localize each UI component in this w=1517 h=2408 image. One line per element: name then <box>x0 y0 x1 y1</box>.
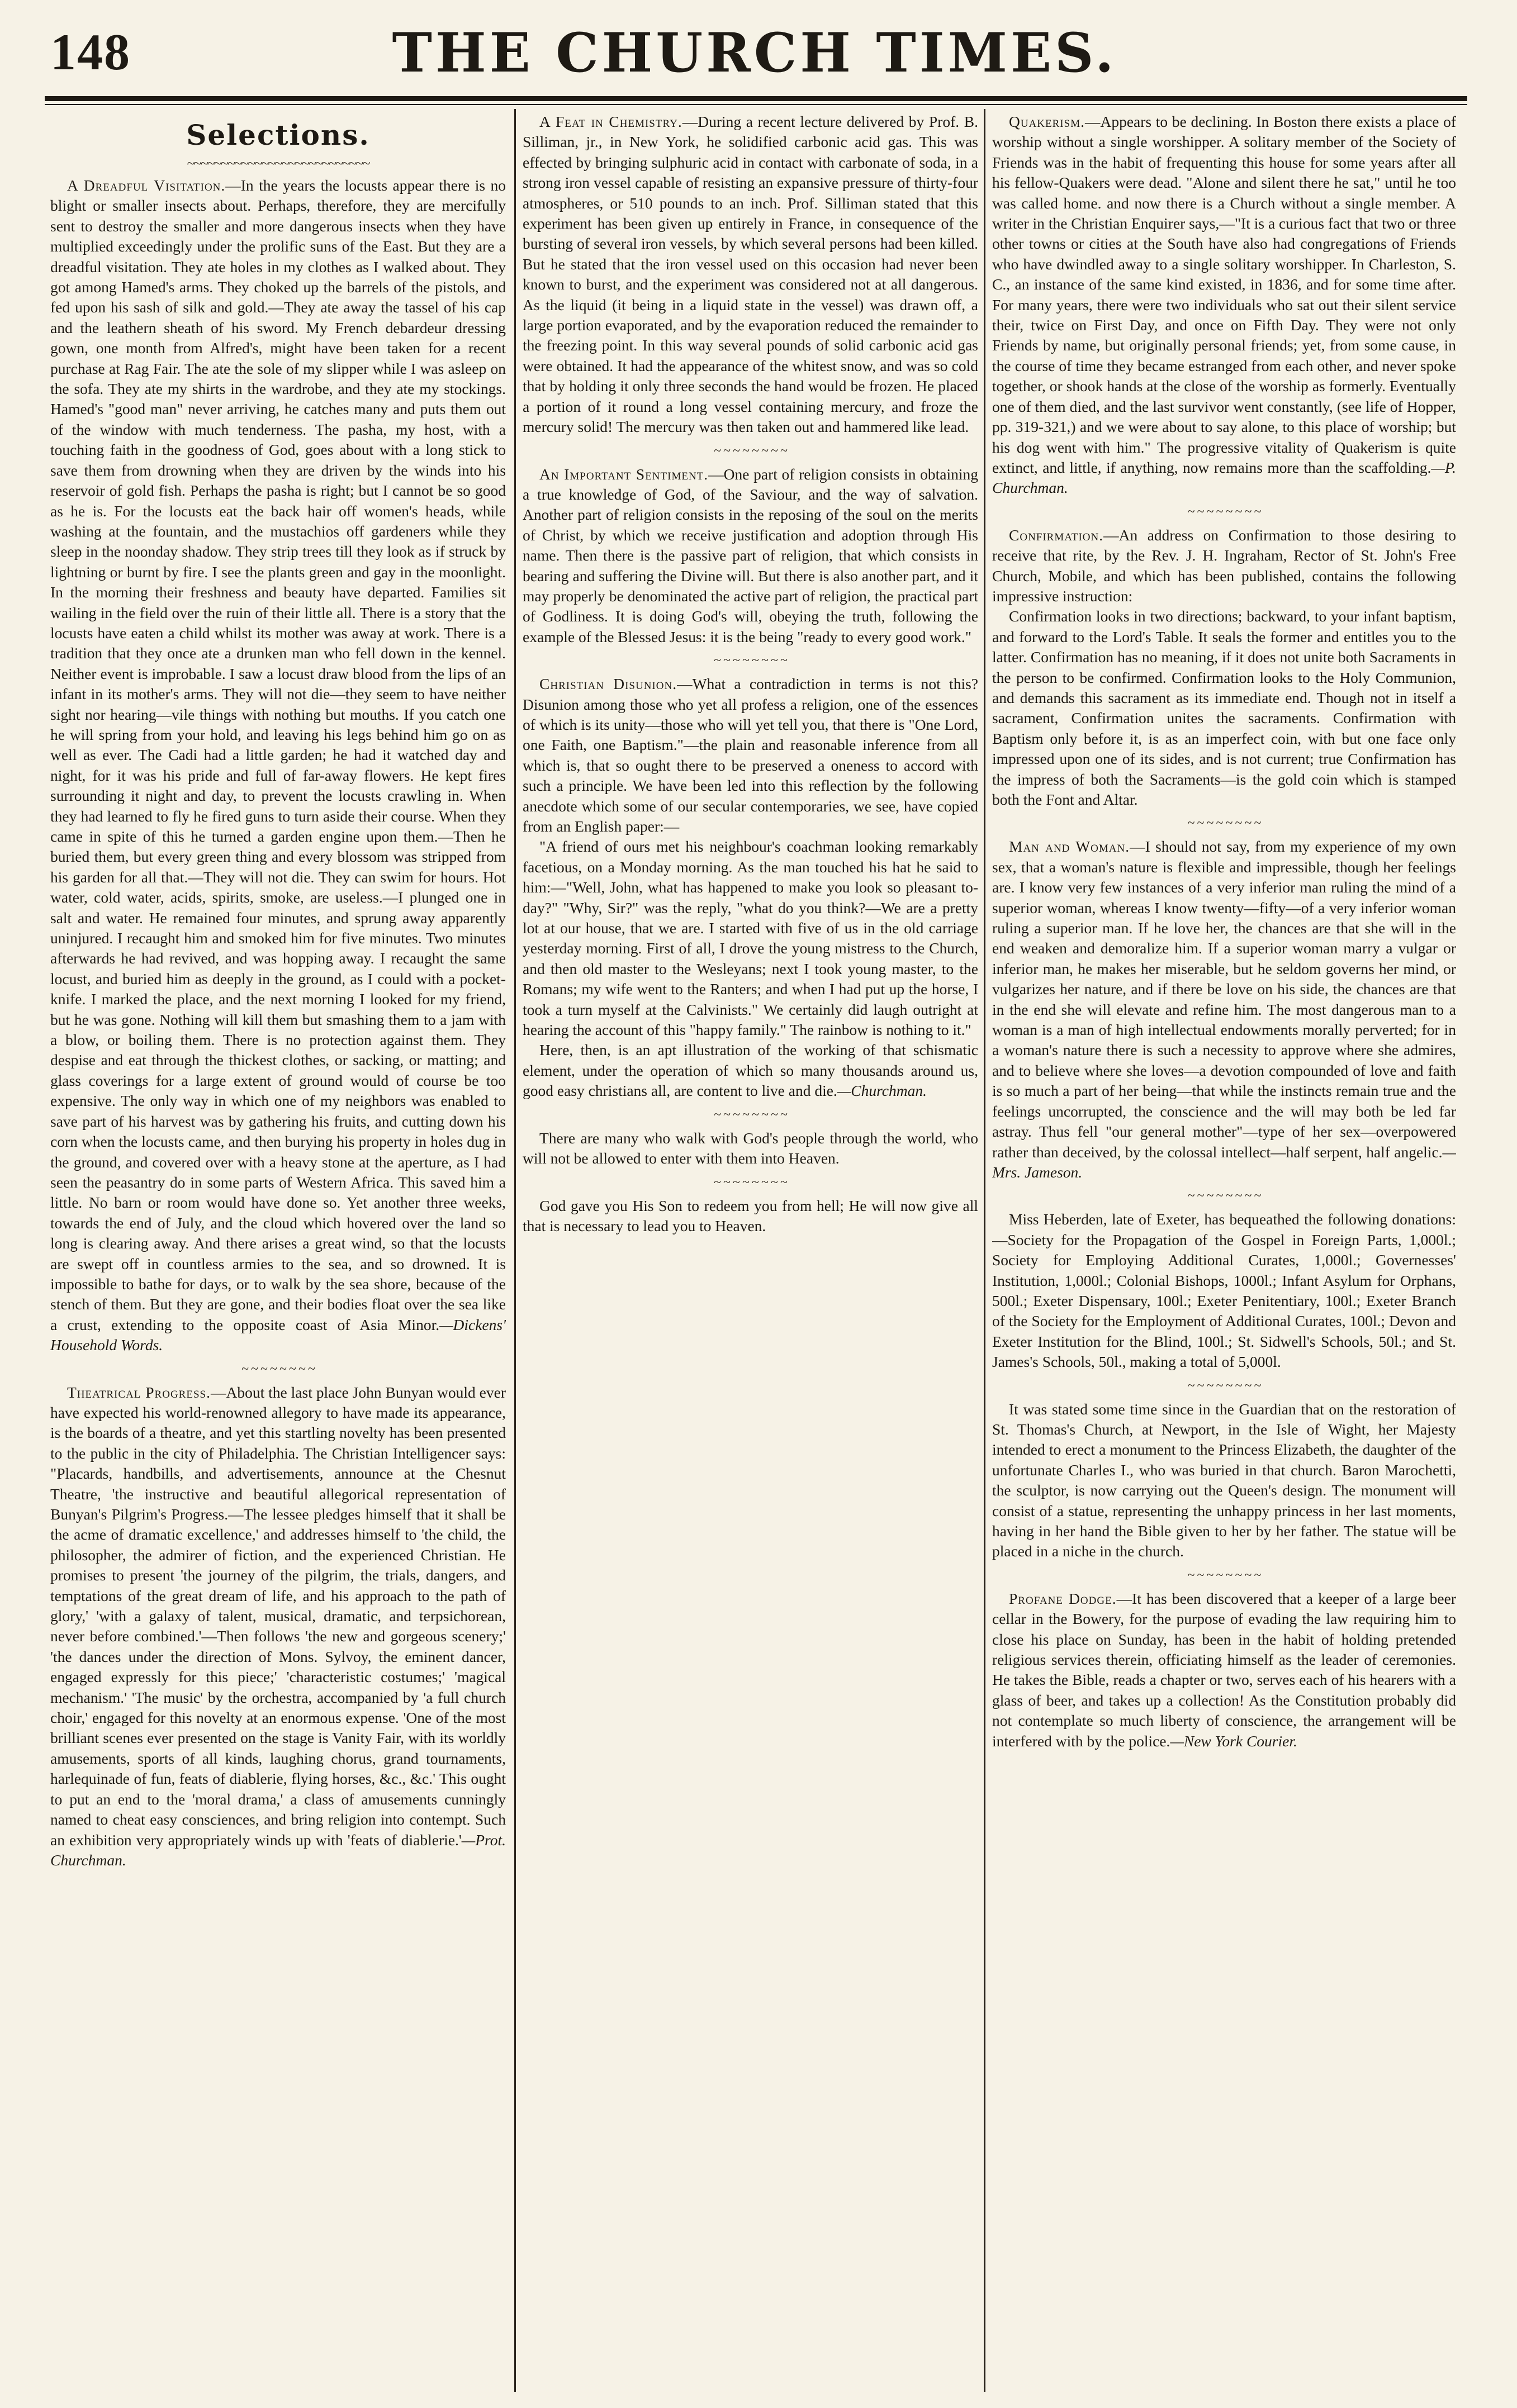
article-body: There are many who walk with God's people through the world, who will not be allowed to enter with them into Heaven. <box>523 1129 978 1167</box>
article-divider: ~ ~ ~ ~ ~ ~ ~ ~ <box>714 443 787 458</box>
article-heberden-donations <box>992 1209 1456 1372</box>
article-kicker: A Dreadful Visitation. <box>67 177 226 194</box>
article-divider: ~ ~ ~ ~ ~ ~ ~ ~ <box>714 1175 787 1190</box>
article-kicker: Confirmation. <box>1009 526 1104 544</box>
article-body: —One part of religion consists in obtaining a true knowledge of God, of the Saviour, and the way of salvation. Another part of religion consists in the reposing of the soul on the merits of Christ, by which we receive justification and adoption through His name. Then there is the passive part of religion, that which consists in bearing and suffering the Divine will. But there is also another part, and it may properly be denominated the active part of religion, the practical part of Godliness. It is doing God's will, obeying the truth, following the example of the Blessed Jesus: it is the being "ready to every good work." <box>523 465 978 645</box>
article-source: —P. Churchman. <box>992 458 1456 497</box>
article-kicker: Profane Dodge. <box>1009 1589 1117 1607</box>
article-divider: ~ ~ ~ ~ ~ ~ ~ ~ <box>1187 1378 1261 1393</box>
article-feat-in-chemistry <box>523 112 978 438</box>
article-divider: ~ ~ ~ ~ ~ ~ ~ ~ <box>1187 1189 1261 1204</box>
article-god-gave-son <box>523 1196 978 1237</box>
page-number: 148 <box>50 23 131 80</box>
article-kicker: Quakerism. <box>1009 113 1085 130</box>
article-quote: "A friend of ours met his neighbour's coachman looking remarkably facetious, on a Monday morning. As the man touched his hat he said to him:—"Well, John, what has happened to make you look so pleasant to-day?" "Why, Sir?" was the reply, "what do you think?—We are a pretty lot at our house, that we are. I started with five of us in the old carriage yesterday morning. First of all, I drove the young mistress to the Church, and then old master to the Wesleyans; next I took young master, to the Romans; my wife went to the Ranters; and when I had put up the horse, I took a turn myself at the Calvinists." We certainly did laugh outright at hearing the account of this "happy family." The rainbow is nothing to it." <box>523 838 978 1039</box>
article-kicker: Theatrical Progress. <box>67 1383 211 1401</box>
article-body: —I should not say, from my experience of my own sex, that a woman's nature is flexible and impressible, though her feelings are. I know very few instances of a very inferior man ruling the mind of a superior woman, whereas I know twenty—fifty—of a very inferior woman ruling a superior man. If he love her, the chances are that she will in the end weaken and demoralize him. If a superior woman marry a vulgar or inferior man, he makes her miserable, but he seldom governs her mind, or vulgarizes her nature, and if there be love on his side, the chances are that in the end she will elevate and refine him. The most dangerous man to a woman is a man of high intellectual endowments morally perverted; for in a woman's nature there is such a necessity to approve where she admires, and to believe where she loves—a devotion compounded of love and faith is so much a part of her being—that while the instincts remain true and the feelings uncorrupted, the conscience and the will may both be led far astray. Thus fell "our general mother"—type of her sex—overpowered rather than deceived, by the colossal intellect—half serpent, half angelic. <box>992 838 1456 1161</box>
masthead-rule-heavy <box>45 96 1467 101</box>
article-kicker: Man and Woman. <box>1009 838 1130 856</box>
article-body: Miss Heberden, late of Exeter, has bequeathed the following donations:—Society for the Propagation of the Gospel in Foreign Parts, 1,000l.; Society for Employing Additional Curates, 1,000l.; Governesses' Institution, 1,000l.; Colonial Bishops, 1000l.; Infant Asylum for Orphans, 500l.; Exeter Dispensary, 100l.; Exeter Penitentiary, 100l.; Exeter Branch of the Society for the Employment of Additional Curates, 100l.; Devon and Exeter Institution for the Blind, 100l.; St. Sidwell's Schools, 50l.; and St. James's Schools, 50l., making a total of 5,000l. <box>992 1210 1456 1371</box>
article-walk-with-gods-people <box>523 1128 978 1169</box>
article-quakerism <box>992 112 1456 498</box>
article-source: —Mrs. Jameson. <box>992 1143 1456 1181</box>
article-divider: ~ ~ ~ ~ ~ ~ ~ ~ <box>714 653 787 668</box>
column-rule-2 <box>984 109 985 2392</box>
article-theatrical-progress <box>50 1383 506 1871</box>
article-profane-dodge <box>992 1589 1456 1751</box>
article-dreadful-visitation <box>50 175 506 1356</box>
column-2 <box>523 112 978 2395</box>
article-body: It was stated some time since in the Guardian that on the restoration of St. Thomas's Church, at Newport, in the Isle of Wight, her Majesty intended to erect a monument to the Princess Elizabeth, the daughter of the unfortunate Charles I., who was buried in that church. Baron Marochetti, the sculptor, is now carrying out the Queen's design. The monument will consist of a statue, representing the unhappy princess in her last moments, having in her hand the Bible given to her by her father. The statue will be placed in a niche in the church. <box>992 1400 1456 1560</box>
article-important-sentiment <box>523 464 978 648</box>
article-divider: ~ ~ ~ ~ ~ ~ ~ ~ <box>241 1361 315 1376</box>
column-3 <box>992 112 1456 2395</box>
article-kicker: An Important Sentiment. <box>539 465 709 483</box>
article-divider: ~ ~ ~ ~ ~ ~ ~ ~ <box>1187 1568 1261 1583</box>
article-source: —Prot. Churchman. <box>50 1831 506 1869</box>
article-divider: ~ ~ ~ ~ ~ ~ ~ ~ <box>714 1107 787 1122</box>
article-source: —Churchman. <box>837 1082 927 1100</box>
article-body: —Appears to be declining. In Boston there exists a place of worship without a single worshipper. A solitary member of the Society of Friends was in the habit of frequenting this house for some years after all his fellow-Quakers were dead. "Alone and silent there he sat," until he too was called home. and now there is a Church without a single member. A writer in the Christian Enquirer says,—"It is a curious fact that two or three other towns or cities at the South have also had congregations of Friends who have dwindled away to a single solitary worshipper. In Charleston, S. C., an instance of the same kind existed, in 1836, and for some time after. For many years, there were two individuals who sat out their silent service their, twice on First Day, and once on Fifth Day. They were not only Friends by name, but originally personal friends; yet, from some cause, in the course of time they became estranged from each other, and never spoke together, or shook hands at the close of the worship as formerly. Eventually one of them died, and the last survivor went constantly, (see life of Hopper, pp. 319-321,) and we were about to say alone, to this place of worship; but his dog went with him." The progressive vitality of Quakerism is quite extinct, and little, if anything, now remains more than the scaffolding. <box>992 113 1456 476</box>
article-body: —What a contradiction in terms is not this? Disunion among those who yet all profess a religion, one of the essences of which is its unity—those who will yet tell you, that there is "One Lord, one Faith, one Baptism."—the plain and reasonable inference from all which is, that so ought there to be preserved a oneness to accord with such a principle. We have been led into this reflection by the following anecdote which some of our secular contemporaries, we see, have copied from an English paper:— <box>523 675 978 835</box>
article-divider: ~ ~ ~ ~ ~ ~ ~ ~ <box>1187 816 1261 831</box>
column-rule-1 <box>514 109 516 2392</box>
newspaper-title: THE CHURCH TIMES. <box>392 21 1117 84</box>
article-quote: Confirmation looks in two directions; backward, to your infant baptism, and forward to the Lord's Table. It seals the former and entitles you to the latter. Confirmation has no meaning, if it does not unite both Sacraments in the person to be confirmed. Confirmation looks to the Holy Communion, and demands this sacrament as its immediate end. Though not in itself a sacrament, Confirmation unites the sacraments. Confirmation with Baptism only before it, is as an imperfect coin, with but one face only impressed upon one of its sides, and is not current; true Confirmation has the impress of both the Sacraments—is the gold coin which is stamped both the Font and Altar. <box>992 607 1456 808</box>
article-body: —An address on Confirmation to those desiring to receive that rite, by the Rev. J. H. Ingraham, Rector of St. John's Free Church, Mobile, and which has been published, contains the following impressive instruction: <box>992 526 1456 605</box>
article-body-continued: Here, then, is an apt illustration of the working of that schismatic element, under the operation of which so many thousands around us, good easy christians all, are content to live and die. <box>523 1041 978 1100</box>
column-1 <box>50 112 506 2395</box>
section-heading: Selections. <box>186 118 370 151</box>
article-kicker: Christian Disunion. <box>539 675 677 693</box>
article-body: God gave you His Son to redeem you from hell; He will now give all that is necessary to lead you to Heaven. <box>523 1196 978 1234</box>
article-divider: ~ ~ ~ ~ ~ ~ ~ ~ <box>1187 504 1261 519</box>
article-kicker: A Feat in Chemistry. <box>539 113 682 130</box>
squiggle-divider: ~~~~~~~~~~~~~~~~~~~~~~~~~~~ <box>187 156 369 171</box>
article-confirmation <box>992 525 1456 810</box>
article-body: —During a recent lecture delivered by Prof. B. Silliman, jr., in New York, he solidified carbonic acid gas. This was effected by bringing sulphuric acid in contact with carbonate of soda, in a strong iron vessel capable of resisting an expansive pressure of thirty-four atmospheres, or 510 pounds to an inch. Prof. Silliman stated that this experiment has been given up entirely in France, in consequence of the bursting of several iron vessels, by which several persons had been killed. But he stated that the iron vessel used on this occasion had never been known to burst, and the experiment was considered not at all dangerous. As the liquid (it being in a liquid state in the vessel) was drawn off, a large portion evaporated, and by the evaporation reduced the remainder to the freezing point. In this way several pounds of solid carbonic acid gas were obtained. It had the appearance of the whitest snow, and was so cold that by holding it only three seconds the hand would be frozen. He placed a portion of it round a long vessel containing mercury, and froze the mercury solid! The mercury was then taken out and hammered like lead. <box>523 113 978 436</box>
article-st-thomas-monument <box>992 1399 1456 1562</box>
article-man-and-woman <box>992 837 1456 1182</box>
article-body: —It has been discovered that a keeper of a large beer cellar in the Bowery, for the purpose of evading the law requiring him to close his place on Sunday, has been in the habit of holding pretended religious services therein, officiating himself as the leader of ceremonies. He takes the Bible, reads a chapter or two, serves each of his hearers with a glass of beer, and takes up a collection! As the Constitution probably did not contemplate so much liberty of conscience, the arrangement will be interfered with by the police. <box>992 1589 1456 1750</box>
masthead-rule-light <box>45 104 1467 105</box>
article-christian-disunion <box>523 674 978 1101</box>
article-source: —New York Courier. <box>1170 1732 1297 1750</box>
article-body: —About the last place John Bunyan would ever have expected his world-renowned allegory to have made its appearance, is the boards of a theatre, and yet this startling novelty has been presented to the public in the city of Philadelphia. The Christian Intelligencer says: "Placards, handbills, and advertisements, announce at the Chesnut Theatre, 'the instructive and beautiful allegorical representation of Bunyan's Pilgrim's Progress.—The lessee pledges himself that it shall be the acme of dramatic excellence,' and addresses himself to 'the child, the philosopher, the admirer of fiction, and the experienced Christian. He promises to present 'the journey of the pilgrim, the trials, dangers, and temptations of the great dream of life, and his approach to the path of glory,' 'with a galaxy of talent, musical, dramatic, and terpsichorean, never before combined.'—Then follows 'the new and gorgeous scenery;' 'the dances under the direction of Mons. Sylvoy, the eminent dancer, engaged expressly for this piece;' 'characteristic costumes;' 'magical mechanism.' 'The music' by the orchestra, accompanied by 'a full church choir,' engaged for this novelty at an enormous expense. 'One of the most brilliant scenes ever presented on the stage is Vanity Fair, with its worldly amusements, sports of all kinds, laughing chorus, grand tournaments, harlequinade of fun, feats of diablerie, flying horses, &c., &c.' This ought to put an end to the 'moral drama,' a class of amusements cunningly named to cheat easy consciences, and bring religion into contempt. Such an exhibition very appropriately winds up with 'feats of diablerie.' <box>50 1383 506 1849</box>
article-source: —Dickens' Household Words. <box>50 1315 506 1354</box>
masthead <box>50 11 1459 95</box>
article-body: —In the years the locusts appear there is no blight or smaller insects about. Perhaps, therefore, they are mercifully sent to destroy the smaller and more dangerous insects when they have multiplied exceedingly under the prolific suns of the East. But they are a dreadful visitation. They ate holes in my clothes as I walked about. They got among Hamed's arms. They choked up the barrels of the pistols, and fed upon his sash of silk and gold.—They ate away the tassel of his cap and the leathern sheath of his sword. My French debardeur dressing gown, one month from Alfred's, might have been taken for a recent purchase at Rag Fair. The ate the sole of my slipper while I was asleep on the sofa. They ate my shirts in the wardrobe, and they ate my stockings. Hamed's "good man" never arriving, he catches many and puts them out of the window with much tenderness. The pasha, my host, with a touching faith in the goodness of God, goes about with a long stick to save them from drowning when they are driven by the winds into his reservoir of gold fish. Perhaps the pasha is right; but I cannot be so good as he is. For the locusts eat the back hair off women's heads, while washing at the fountain, and the mustachios off gardeners while they sleep in the noonday shadow. They strip trees till they look as if struck by lightning or burnt by fire. I see the plants green and gay in the moonlight. In the morning their freshness and beauty have departed. Families sit wailing in the field over the ruin of their little all. There is a story that the locusts have eaten a child whilst its mother was away at work. There is a tradition that they once ate a drunken man who fell down in the kennel. Neither event is improbable. I saw a locust draw blood from the lips of an infant in its mother's arms. They will not die—they seem to have neither sight nor hearing—vile things with nothing but mouths. If you catch one he will spring from your hold, and leaving his legs behind him go on as well as ever. The Cadi had a little garden; he had it watched day and night, for it was his pride and full of far-away flowers. He kept fires surrounding it night and day, to prevent the locusts crawling in. When they had learned to fly he fired guns to turn aside their course. When they came in spite of this he turned a garden engine upon them.—Then he buried them, but every green thing and every blossom was stripped from his garden for all that.—They will not die. They can swim for hours. Hot water, cold water, acids, spirits, smoke, are useless.—I plunged one in salt and water. He remained four minutes, and sprung away apparently uninjured. I recaught him and smoked him for five minutes. Two minutes afterwards he had revived, and was hopping away. I recaught the same locust, and buried him as deeply in the ground, as I could with a pocket-knife. I marked the place, and the next morning I looked for my friend, but he was gone. Nothing will kill them but smashing them to a jam with a blow, or boiling them. There is no protection against them. They despise and eat through the thickest clothes, or sacking, or matting; and glass coverings for a large extent of ground would of course be too expensive. The only way in which one of my neighbors was enabled to save part of his harvest was by gathering his fruits, and cutting down his corn when the locusts came, and then burying his property in holes dug in the ground, and covered over with a heavy stone at the aperture, as I had seen the peasantry do in some parts of Western Africa. This saved him a little. No barn or room would have done so. Yet another three weeks, towards the end of July, and the cloud which hovered over the land so long is clearing away. And there arises a great wind, so that the locusts are swept off in countless armies to the sea, and so drowned. It is impossible to bathe for days, or to walk by the sea shore, because of the stench of them. But they are gone, and their bodies float over the sea like a crust, extending to the opposite coast of Asia Minor. <box>50 177 506 1333</box>
